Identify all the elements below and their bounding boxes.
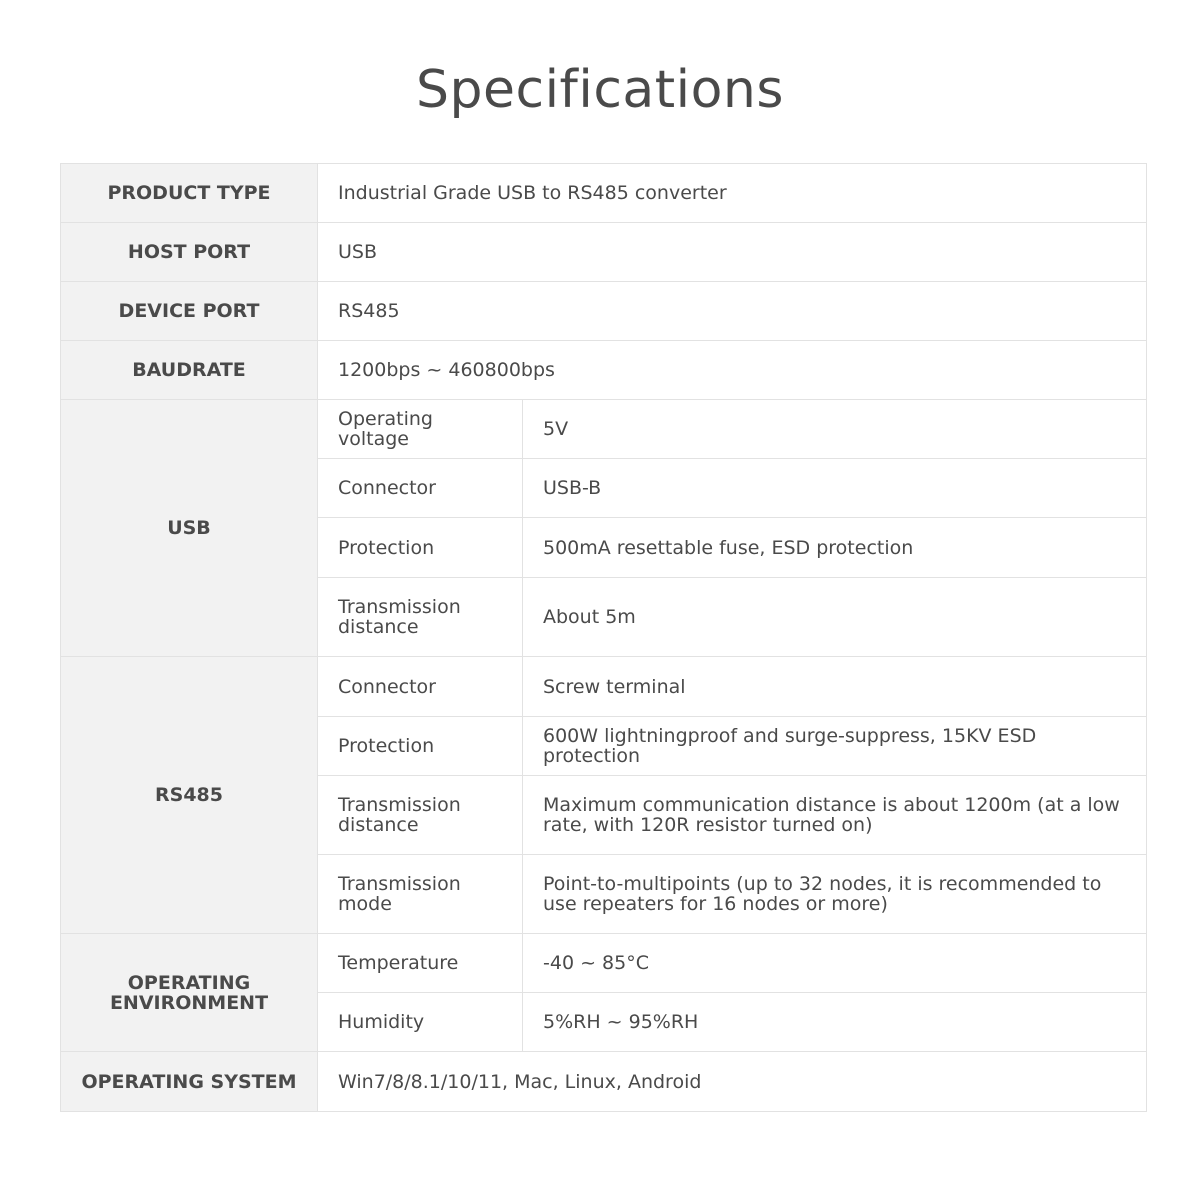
rs485-item-value: Maximum communication distance is about 1200m (at a low rate, with 120R resistor turned on): [523, 776, 1147, 855]
usb-item-value: USB-B: [523, 459, 1147, 518]
usb-item-value: 5V: [523, 400, 1147, 459]
table-row: [61, 400, 1147, 459]
row-header-usb: USB: [61, 400, 318, 657]
device-port-value: RS485: [318, 282, 1147, 341]
environment-item-name: Temperature: [318, 934, 523, 993]
rs485-item-value: 600W lightningproof and surge-suppress, 15KV ESD protection: [523, 717, 1147, 776]
page-title: Specifications: [416, 60, 784, 120]
table-row: [61, 934, 1147, 993]
environment-item-value: 5%RH ~ 95%RH: [523, 993, 1147, 1052]
usb-item-name: Transmission distance: [318, 578, 523, 657]
rs485-item-name: Transmission mode: [318, 855, 523, 934]
table-row: [61, 164, 1147, 223]
row-header-operating-environment: OPERATING ENVIRONMENT: [61, 934, 318, 1052]
specifications-table: [60, 163, 1147, 1112]
table-row: [61, 341, 1147, 400]
product-type-value: Industrial Grade USB to RS485 converter: [318, 164, 1147, 223]
table-row: [61, 1052, 1147, 1112]
environment-item-name: Humidity: [318, 993, 523, 1052]
operating-system-value: Win7/8/8.1/10/11, Mac, Linux, Android: [318, 1052, 1147, 1112]
rs485-item-name: Transmission distance: [318, 776, 523, 855]
row-header-rs485: RS485: [61, 657, 318, 934]
table-row: [61, 223, 1147, 282]
usb-item-name: Operating voltage: [318, 400, 523, 459]
row-header-device-port: DEVICE PORT: [61, 282, 318, 341]
table-row: [61, 657, 1147, 717]
row-header-host-port: HOST PORT: [61, 223, 318, 282]
usb-item-value: About 5m: [523, 578, 1147, 657]
row-header-product-type: PRODUCT TYPE: [61, 164, 318, 223]
rs485-item-value: Point-to-multipoints (up to 32 nodes, it is recommended to use repeaters for 16 nodes or more): [523, 855, 1147, 934]
usb-item-name: Connector: [318, 459, 523, 518]
table-row: [61, 282, 1147, 341]
usb-item-name: Protection: [318, 518, 523, 578]
row-header-baudrate: BAUDRATE: [61, 341, 318, 400]
usb-item-value: 500mA resettable fuse, ESD protection: [523, 518, 1147, 578]
host-port-value: USB: [318, 223, 1147, 282]
environment-item-value: -40 ~ 85°C: [523, 934, 1147, 993]
rs485-item-value: Screw terminal: [523, 657, 1147, 717]
row-header-operating-system: OPERATING SYSTEM: [61, 1052, 318, 1112]
rs485-item-name: Connector: [318, 657, 523, 717]
baudrate-value: 1200bps ~ 460800bps: [318, 341, 1147, 400]
rs485-item-name: Protection: [318, 717, 523, 776]
